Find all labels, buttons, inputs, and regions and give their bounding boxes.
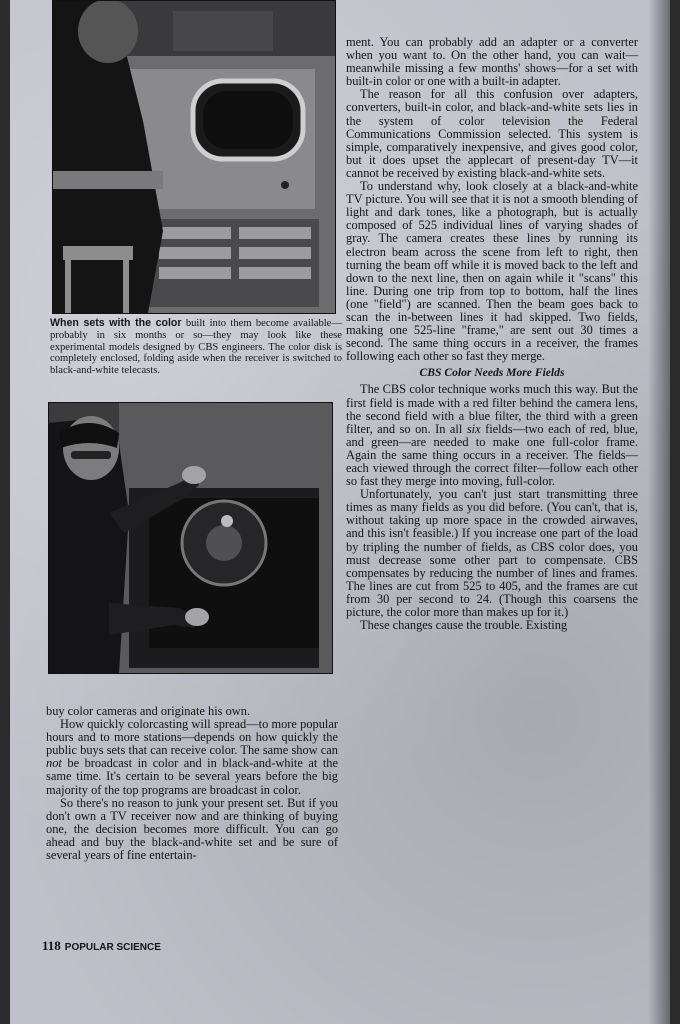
page-number: 118 <box>42 938 61 953</box>
right-paragraph-5: Unfortunately, you can't just start transmitting three times as many fields as you did before. (You can't, that is, without taking up more space in the crowded airwaves, and this isn't feasible.) If you increase one part of the load by tripling the number of fields, as CBS color does, you must decrease some other part to compensate. CBS compensates by reducing the number of lines and frames. The lines are cut from 525 to 405, and the frames are cut from 30 per second to 24. (Though this coarsens the picture, the color more than makes up for it.) <box>346 487 638 620</box>
page-footer <box>42 938 161 954</box>
right-paragraph-4 <box>346 383 638 488</box>
photo-color-tv-cabinet <box>52 0 336 314</box>
magazine-name: POPULAR SCIENCE <box>64 942 161 953</box>
caption-lead: When sets with the color <box>50 317 182 329</box>
right-paragraph-2: The reason for all this confusion over adapters, converters, built-in color, and black-and-white sets lies in the system of color television the Federal Communications Commission selected. This system is simple, comparatively inexpensive, and gives good color, but it does upset the applecart of present-day TV—it cannot be received by existing black-and-white sets. <box>346 87 638 180</box>
left-paragraph-2-emphasis: not <box>46 756 62 771</box>
left-paragraph-2-a: How quickly colorcasting will spread—to more popular hours and to more stations—depends on how quickly the public buys sets that can receive color. The same show can <box>46 717 338 758</box>
left-paragraph-2-b: be broadcast in color and in black-and-white at the same time. It's certain to be several years before the big majority of the top programs are broadcast in color. <box>46 756 338 797</box>
photo-caption <box>50 318 342 377</box>
right-paragraph-4-emphasis: six <box>466 421 481 436</box>
right-paragraph-1: ment. You can probably add an adapter or a converter when you want to. On the other hand, you can wait—meanwhile missing a few months' shows—for a set with built-in color or one with a built-in adapter. <box>346 35 638 89</box>
photo-engineer-color-disk <box>48 402 333 674</box>
left-paragraph-3: So there's no reason to junk your present set. But if you don't own a TV receiver now and are thinking of buying one, the decision becomes more difficult. You can go ahead and buy the black-and-white set and be sure of several years of fine entertain- <box>46 795 338 863</box>
right-paragraph-6: These changes cause the trouble. Existing <box>360 618 568 633</box>
page-binding-shadow <box>648 0 670 1024</box>
left-column <box>46 705 338 862</box>
magazine-page <box>10 0 670 1024</box>
right-column <box>346 36 638 632</box>
caption-text: built into them become available—probably in six months or so—they may look like these experimental models designed by CBS engineers. The color disk is completely enclosed, folding aside when the receiver is switched to black-and-white telecasts. <box>50 318 342 377</box>
right-paragraph-4-b: fields—two each of red, blue, and green—are needed to make one full-color frame. Again the same thing occurs in a receiver. The fields—each viewed through the correct filter—follow each other so fast they merge into moving, full-color. <box>346 421 638 489</box>
section-heading: CBS Color Needs More Fields <box>419 366 565 380</box>
engineer-illustration <box>49 403 332 673</box>
left-paragraph-1: buy color cameras and originate his own. <box>46 704 251 718</box>
tv-cabinet-illustration <box>53 1 335 313</box>
right-paragraph-3: To understand why, look closely at a black-and-white TV picture. You will see that it is not a smooth blending of light and dark tones, like a photograph, but is actually composed of 525 individual lines of varying shades of gray. The camera creates these lines by running its electron beam across the scene from left to right, then turning the beam off while it is moved back to the left and down to the next line, then on again while it "scans" this line. During one trip from top to bottom, half the lines (one "field") are scanned. Then the beam goes back to scan the in-between lines it had skipped. Two fields, making one 525-line "frame," are sent out 30 times a second. The same thing occurs in a receiver, the frames following each other so fast they merge. <box>346 179 638 364</box>
left-paragraph-2 <box>46 718 338 797</box>
right-paragraph-4-a: The CBS color technique works much this way. But the first field is made with a red filter behind the camera lens, the second field with a blue filter, the third with a green filter, and so on. In all <box>346 382 638 436</box>
